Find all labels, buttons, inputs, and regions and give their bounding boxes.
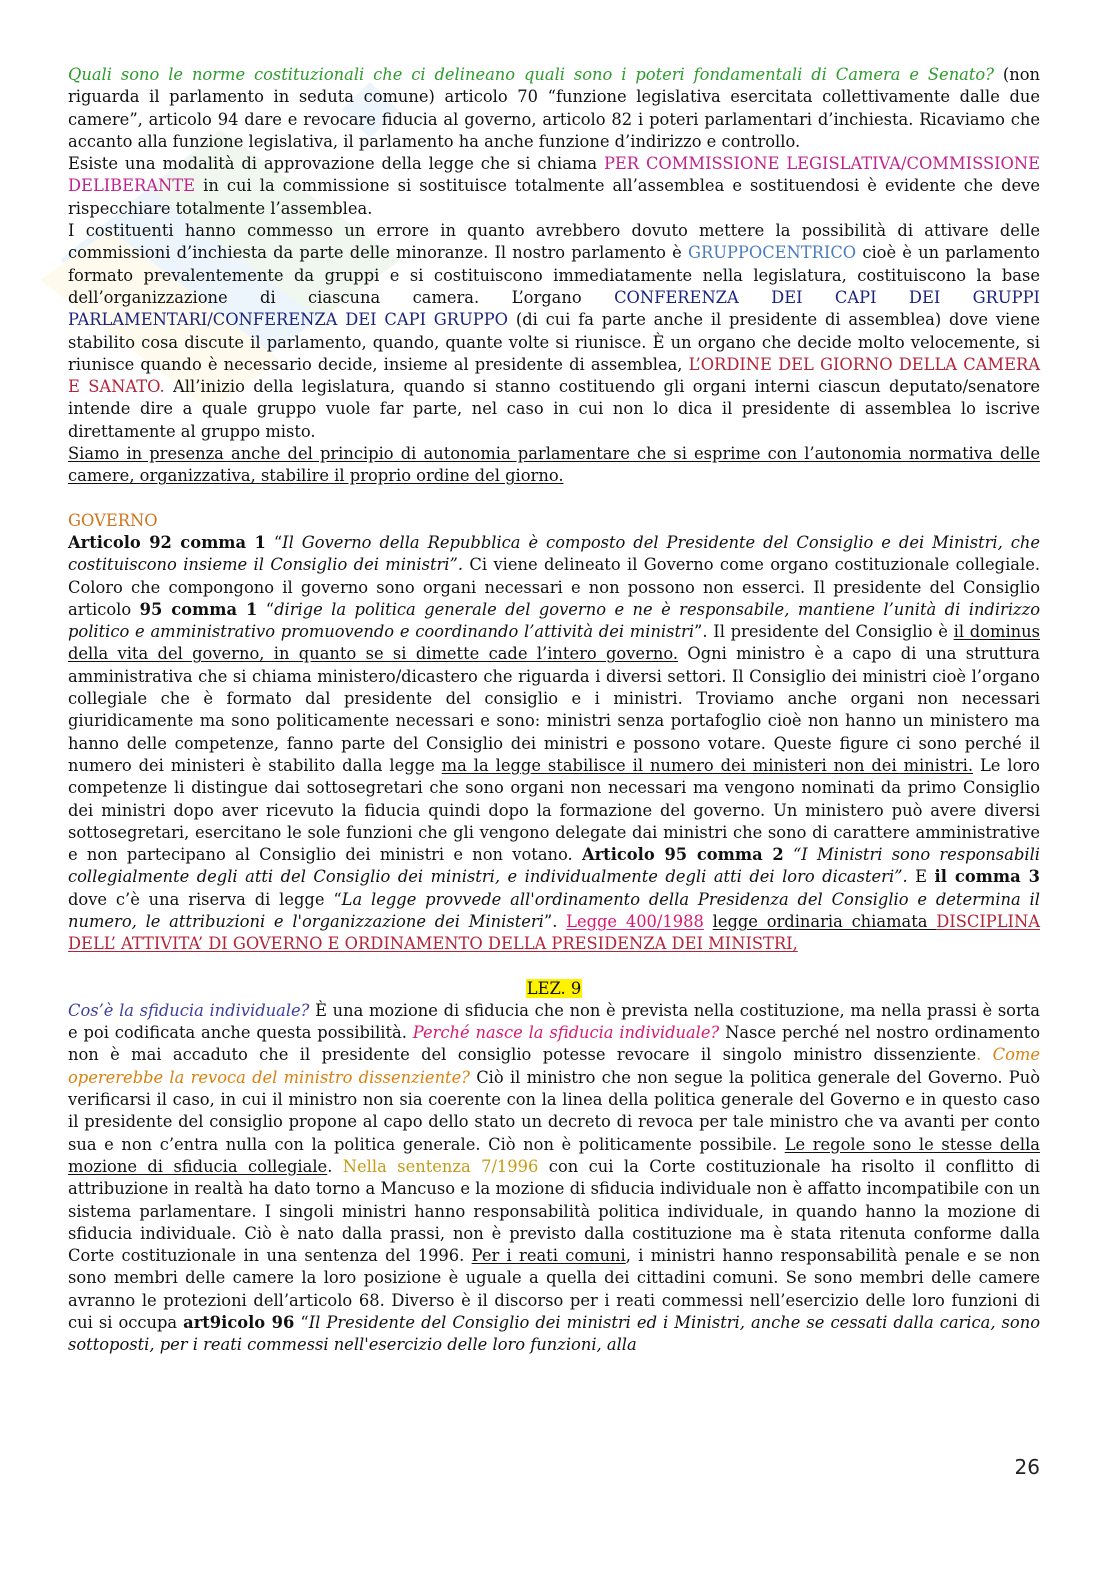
law-ref-400-1988: Legge 400/1988	[566, 911, 704, 931]
text: Nasce perché nel nostro ordinamento non è mai accaduto che il presidente del consiglio potesse revocare il singolo ministro dissenziente	[68, 1023, 1040, 1065]
text: All’inizio della legislatura, quando si stanno costituendo gli organi interni ciascun deputato/senatore intende dire a quale gruppo vuole far parte, nel caso in cui non lo dica il presidente di assemblea lo iscrive direttamente al gruppo misto.	[68, 377, 1040, 441]
paragraph-commissione	[68, 153, 1040, 220]
article-ref: Articolo 92 comma 1	[68, 532, 266, 552]
question-perche-sfiducia: Perché nasce la sfiducia individuale?	[412, 1023, 720, 1043]
text: Le loro competenze li distingue dai sottosegretari che sono organi non necessari ma vengono nominati da primo Consiglio dei ministri dopo aver ricevuto la fiducia quindi dopo la formazione del governo. Un ministero può avere diversi sottosegretari, esercitano le sole funzioni che gli vengono delegate dai ministri che sono di carattere amministrative e non partecipano al Consiglio dei ministri e non votano.	[68, 755, 1040, 865]
text	[784, 845, 793, 864]
text: cioè è un parlamento formato prevalentemente da gruppi e si costituiscono immediatamente nella legislatura, costituiscono la base dell’organizzazione di ciascuna camera. L’organo	[68, 243, 1040, 307]
text: ”. Il presidente del Consiglio è	[694, 622, 954, 642]
underlined-reati-comuni: Per i reati comuni	[471, 1246, 626, 1266]
text: .	[976, 1045, 993, 1065]
question-camera-senato: Quali sono le norme costituzionali che ci delineano quali sono i poteri fondamentali di Camera e Senato?	[68, 65, 994, 84]
ref-sentenza-7-1996: Nella sentenza 7/1996	[342, 1156, 539, 1176]
underlined-numero-ministeri: ma la legge stabilisce il numero dei ministeri non dei ministri.	[441, 755, 974, 775]
text: (non riguarda il parlamento in seduta comune) articolo 70 “funzione legislativa esercitata collettivamente dalle due camere”, articolo 94 dare e revocare fiducia al governo, articolo 82 i poteri parlamentari d’inchiesta. Ricaviamo che accanto alla funzione legislativa, il parlamento ha anche funzione d’indirizzo e controllo.	[68, 65, 1040, 151]
question-sfiducia: Cos’è la sfiducia individuale?	[68, 1000, 310, 1020]
text: “	[257, 599, 275, 619]
article-ref: il comma 3	[934, 867, 1041, 887]
text: , i ministri hanno responsabilità penale e se non sono membri delle camere la loro posizione è uguale a quella dei cittadini comuni. Se sono membri delle camere avranno le protezioni dell’articolo 68. Diverso è il discorso per i reati commessi nell’esercizio delle loro funzioni di cui si occupa	[68, 1246, 1040, 1333]
quote-art96: Il Presidente del Consiglio dei ministri ed i Ministri, anche se cessati dalla carica, sono sottoposti, per i reati commessi nell'esercizio delle loro funzioni, alla	[68, 1313, 1040, 1355]
paragraph-autonomia	[68, 443, 1040, 488]
text: Esiste una modalità di approvazione della legge che si chiama	[68, 154, 604, 174]
text: E	[907, 867, 935, 887]
article-ref: art9icolo 96	[183, 1313, 295, 1333]
quote-art95: dirige la politica generale del governo e ne è responsabile, mantiene l’unità di indirizzo politico e amministrativo promuovendo e coordinando l’attività dei ministri	[68, 599, 1041, 642]
paragraph-gruppocentrico	[68, 220, 1040, 443]
document-body	[68, 64, 1040, 1357]
text: (di cui fa parte anche il presidente di assemblea) dove viene stabilito cosa discute il parlamento, quando, quante volte si riunisce. È un organo che decide molto velocemente, si riunisce quando è necessario decide, insieme al presidente di assemblea,	[68, 310, 1041, 374]
text: con cui la Corte costituzionale ha risolto il conflitto di attribuzione in realtà ha dato torno a Mancuso e la mozione di sfiducia individuale non è affatto incompatibile con un sistema parlamentare. I singoli ministri hanno responsabilità politica individuale, in quando hanno la mozione di sfiducia individuale. Ciò è nato dalla prassi, non è previsto dalla costituzione ma è stata ritenuta conforme dalla Corte costituzionale in una sentenza del 1996.	[68, 1156, 1041, 1266]
question-revoca-ministro: Come opererebbe la revoca del ministro dissenziente?	[68, 1045, 1040, 1087]
term-conferenza-capigruppo: CONFERENZA DEI CAPI DEI GRUPPI PARLAMENTARI/CONFERENZA DEI CAPI GRUPPO	[68, 287, 1040, 330]
underlined-dominus: il dominus della vita del governo, in quanto se si dimette cade l’intero governo.	[68, 622, 1040, 664]
text: ”.	[543, 911, 567, 931]
paragraph-sfiducia-individuale	[68, 1000, 1040, 1357]
underlined-legge-ordinaria: legge ordinaria chiamata	[712, 911, 937, 931]
term-ordine-del-giorno: L’ORDINE DEL GIORNO DELLA CAMERA E SANATO.	[68, 354, 1040, 397]
article-ref: 95 comma 1	[139, 599, 258, 619]
paragraph-governo	[68, 532, 1040, 956]
term-disciplina-governo: DISCIPLINA DELL’ ATTIVITA’ DI GOVERNO E ORDINAMENTO DELLA PRESIDENZA DEI MINISTRI,	[68, 911, 1040, 954]
section-heading-governo: GOVERNO	[68, 510, 158, 530]
text: “	[294, 1313, 309, 1333]
spacer	[68, 488, 1040, 510]
quote-art95-comma2: “I Ministri sono responsabili collegialmente degli atti del Consiglio dei ministri, e individualmente degli atti dei loro dicasteri”.	[68, 845, 1040, 887]
quote-art95-comma3: La legge provvede all'ordinamento della Presidenza del Consiglio e determina il numero, le attribuzioni e l'organizzazione dei Ministeri	[68, 889, 1040, 931]
term-gruppocentrico: GRUPPOCENTRICO	[687, 243, 857, 263]
text: in cui la commissione si sostituisce totalmente all’assemblea e sostituendosi è evidente che deve rispecchiare totalmente l’assemblea.	[68, 176, 1040, 218]
article-ref: Articolo 95 comma 2	[581, 845, 784, 865]
text: Ciò il ministro che non segue la politica generale del Governo. Può verificarsi il caso, in cui il ministro non sia coerente con la linea della politica generale del Governo e in questo caso il presidente del consiglio propone al capo dello stato un decreto di revoca per tale ministro che va avanti per conto sua e non c’entra nulla con la politica generale. Ciò non è politicamente possibile.	[68, 1067, 1040, 1154]
underlined-regole: Le regole sono le stesse della mozione di sfiducia collegiale	[68, 1134, 1040, 1176]
lesson-label: LEZ. 9	[526, 978, 582, 998]
text: È una mozione di sfiducia che non è prevista nella costituzione, ma nella prassi è sorta e poi codificata anche questa possibilità.	[68, 1000, 1041, 1043]
text: I costituenti hanno commesso un errore in quanto avrebbero dovuto mettere la possibilità di attivare delle commissioni d’inchiesta da parte delle minoranze. Il nostro parlamento è	[68, 221, 1040, 263]
text: “	[265, 532, 283, 552]
text: Ci viene delineato il Governo come organo costituzionale collegiale. Coloro che compongono il governo sono organi necessari e non possono non esserci. Il presidente del Consiglio articolo	[68, 555, 1041, 619]
page-number: 26	[1014, 1455, 1040, 1479]
text: Ogni ministro è a capo di una struttura amministrativa che si chiama ministero/dicastero che riguarda i diversi settori. Il Consiglio dei ministri cioè l’organo collegiale che è formato dal presidente del consiglio e i ministri. Troviamo anche organi non necessari giuridicamente ma sono politicamente necessari e sono: ministri senza portafoglio cioè non hanno un ministero ma hanno delle competenze, fanno parte del Consiglio dei ministri e possono votare. Queste figure ci sono perché il numero dei ministeri è stabilito dalla legge	[68, 644, 1040, 775]
paragraph-camera-senato	[68, 64, 1040, 153]
text: dove c’è una riserva di legge “	[68, 889, 342, 909]
quote-art92: Il Governo della Repubblica è composto del Presidente del Consiglio e dei Ministri, che costituiscono insieme il Consiglio dei ministri”.	[68, 532, 1040, 575]
text	[704, 912, 713, 931]
spacer	[68, 956, 1040, 978]
term-commissione-legislativa: PER COMMISSIONE LEGISLATIVA/COMMISSIONE DELIBERANTE	[68, 154, 1041, 196]
underlined-autonomia: Siamo in presenza anche del principio di autonomia parlamentare che si esprime con l’autonomia normativa delle camere, organizzativa, stabilire il proprio ordine del giorno.	[68, 444, 1040, 486]
lesson-heading	[68, 978, 1040, 1000]
text: .	[327, 1156, 343, 1176]
